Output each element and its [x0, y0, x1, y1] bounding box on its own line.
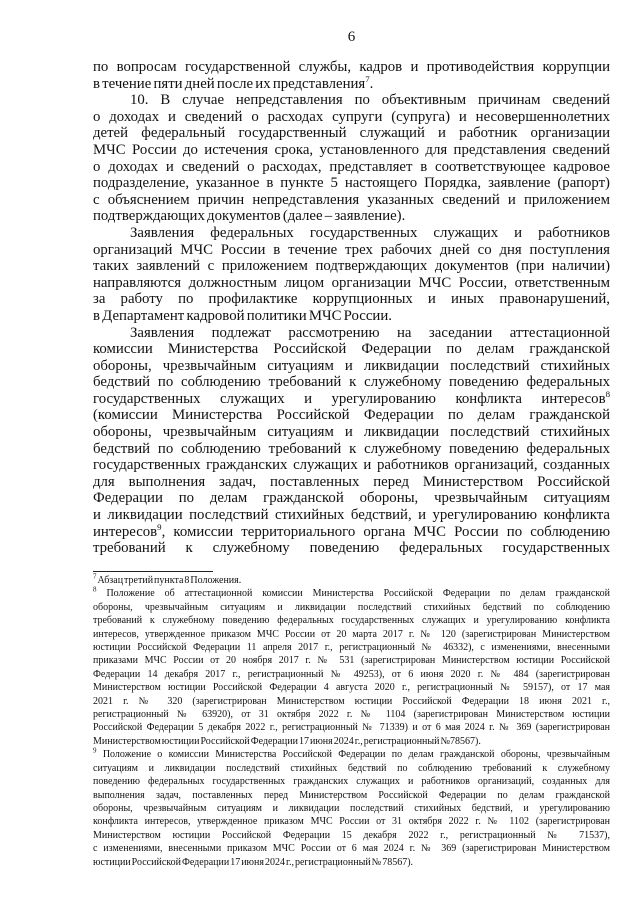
paragraph: [93, 59, 610, 92]
text-line: [93, 258, 610, 275]
text-line: [93, 507, 610, 524]
text-line: [93, 540, 610, 557]
text-line: [93, 457, 610, 474]
page-number: 6: [347, 29, 356, 45]
footnotes: [93, 574, 610, 869]
footnote-line: [93, 601, 610, 614]
line-text: организаций МЧС России в течение трех рабочих дней со дня поступления: [93, 241, 610, 258]
line-text: обороны, чрезвычайным ситуациям и ликвидации последствий стихийных: [93, 424, 610, 441]
line-text: 10. В случае непредставления по объективным причинам сведений: [130, 92, 610, 109]
line-text: интересов: [93, 523, 158, 540]
text-line: [93, 242, 610, 259]
text-line: [93, 192, 610, 209]
text-line: [93, 308, 610, 325]
footnote-text: приказами МЧС России от 20 ноября 2017 г. № 531 (зарегистрирован Министерством юстиции Российской: [93, 655, 610, 667]
line-text: в Департамент кадровой политики МЧС России.: [93, 307, 392, 324]
footnote-mark: 8: [93, 586, 97, 595]
footnote-line: [93, 789, 610, 802]
footnote-text: Положение об аттестационной комиссии Министерства Российской Федерации по делам гражданской: [106, 588, 611, 600]
footnote-mark: 9: [93, 746, 97, 755]
text-line: [93, 109, 610, 126]
footnote-text: 2021 г. № 320 (зарегистрирован Министерством юстиции Российской Федерации 18 июня 2021 г.,: [93, 695, 610, 707]
line-text: о доходах и сведений о расходах супруги (супруга) и несовершеннолетних: [93, 108, 610, 125]
text-line: [93, 59, 610, 76]
footnote-text: юстиции Российской Федерации 11 апреля 2017 г., регистрационный № 46332), с изменениями, внесенными: [93, 642, 610, 654]
footnote-text: требований к служебному поведению федеральных государственных служащих и урегулированию конфликта: [93, 615, 610, 627]
footnote: [93, 587, 610, 748]
footnote-separator: [93, 571, 213, 572]
footnote-text: Федерации 14 декабря 2017 г., регистрационный № 49253), от 6 июня 2020 г. № 484 (зарегистрирован: [93, 668, 610, 680]
line-text: таких заявлений с приложением подтверждающих документов (при наличии): [93, 258, 610, 275]
line-text: в течение пяти дней после их представления: [93, 75, 366, 92]
footnote-line: [93, 748, 610, 761]
footnote-reference: 7: [365, 73, 370, 84]
line-text: направляются должностным лицом организации МЧС России, ответственным: [93, 274, 610, 291]
line-text: о доходах и сведений о расходах, представляет в соответствующее кадровое: [93, 158, 610, 175]
paragraph: [93, 225, 610, 325]
line-text: (комиссии Министерства Российской Федерации по делам гражданской: [93, 407, 610, 424]
footnote: [93, 748, 610, 869]
footnote-text: Абзац третий пункта 8 Положения.: [97, 575, 242, 586]
line-text: комиссии Министерства Российской Федерации по делам гражданской: [93, 341, 610, 358]
body-text: [93, 59, 610, 557]
footnote-line: [93, 775, 610, 788]
footnote-reference: 8: [605, 388, 610, 399]
text-line: [93, 159, 610, 176]
text-line: [93, 225, 610, 242]
line-text: по вопросам государственной службы, кадров и противодействия коррупции: [93, 59, 610, 75]
footnote-line: [93, 721, 610, 734]
text-line: [93, 325, 610, 342]
text-line: [93, 341, 610, 358]
line-text: для выполнения задач, поставленных перед Министерством Российской: [93, 473, 610, 490]
line-text: Федерации по делам гражданской обороны, чрезвычайным ситуациям: [93, 490, 610, 507]
footnote-line: [93, 762, 610, 775]
text-line: [93, 374, 610, 391]
footnote-line: [93, 829, 610, 842]
footnote-line: [93, 842, 610, 855]
line-text: .: [369, 75, 374, 92]
footnote-text: интересов, утвержденное приказом МЧС России от 20 марта 2017 г. № 120 (зарегистрирован Министерством: [93, 628, 610, 640]
footnote-text: Министерством юстиции Российской Федерации 17 июня 2024 г., регистрационный №78567).: [93, 735, 481, 747]
line-text: государственных гражданских служащих и работников организаций, созданных: [93, 457, 610, 474]
paragraph: [93, 92, 610, 225]
footnote-text: конфликта интересов, утвержденное приказом МЧС России от 31 октября 2022 г. № 1102 (зарегистрирован: [93, 816, 610, 828]
line-text: Заявления подлежат рассмотрению на заседании аттестационной: [130, 324, 610, 341]
line-text: требований к служебному поведению федеральных государственных: [93, 540, 610, 557]
text-line: [93, 521, 610, 541]
footnote-text: поведению федеральных государственных гражданских служащих и работников организаций, созданных для: [93, 776, 610, 788]
text-line: [93, 424, 610, 441]
text-line: [93, 125, 610, 142]
text-line: [93, 275, 610, 292]
text-line: [93, 175, 610, 192]
text-line: [93, 407, 610, 424]
text-line: [93, 208, 610, 225]
line-text: и ликвидации последствий стихийных бедствий, и урегулированию конфликта: [93, 507, 610, 524]
footnote-line: [93, 735, 610, 748]
footnote-line: [93, 695, 610, 708]
line-text: , комиссии территориального органа МЧС России по соблюдению: [161, 523, 610, 540]
footnote-text: регистрационный № 63920), от 31 октября 2022 г. № 1104 (зарегистрирован Министерством юстиции: [93, 709, 610, 721]
text-line: [93, 474, 610, 491]
footnote: [93, 574, 610, 587]
footnote-line: [93, 668, 610, 681]
footnote-line: [93, 628, 610, 641]
line-text: бедствий по соблюдению требований к служебному поведению федеральных: [93, 374, 610, 391]
text-line: [93, 142, 610, 159]
footnote-mark: 7: [93, 572, 97, 581]
text-line: [93, 291, 610, 308]
text-line: [93, 73, 610, 93]
line-text: за работу по профилактике коррупционных и иных правонарушений,: [93, 291, 610, 308]
footnote-line: [93, 802, 610, 815]
line-text: детей федеральный государственный служащий и работник организации: [93, 125, 610, 142]
footnote-text: Российской Федерации 5 декабря 2022 г., регистрационный № 71339) и от 6 мая 2024 г. № 369 (зарегистрирован: [93, 722, 610, 734]
text-line: [93, 441, 610, 458]
footnote-line: [93, 574, 610, 587]
text-line: [93, 358, 610, 375]
line-text: подразделение, указанное в пункте 5 настоящего Порядка, заявление (рапорт): [93, 175, 610, 192]
text-line: [93, 92, 610, 109]
footnote-line: [93, 708, 610, 721]
footnote-line: [93, 856, 610, 869]
footnote-line: [93, 641, 610, 654]
footnote-text: Министерством юстиции Российской Федерации 4 августа 2020 г., регистрационный № 59157), от 17 мая: [93, 682, 610, 694]
line-text: подтверждающих документов (далее – заявление).: [93, 208, 406, 225]
line-text: обороны, чрезвычайным ситуациям и ликвидации последствий стихийных: [93, 357, 610, 374]
footnote-reference: 9: [157, 521, 162, 532]
footnote-line: [93, 587, 610, 600]
paragraph: [93, 325, 610, 557]
footnote-line: [93, 681, 610, 694]
footnote-text: Министерством юстиции Российской Федерации 15 декабря 2022 г., регистрационный № 71537),: [93, 829, 610, 841]
footnote-text: выполнения задач, поставленных перед Министерством Российской Федерации по делам гражданской: [93, 789, 610, 801]
footnote-text: обороны, чрезвычайным ситуациям и ликвидации последствий стихийных бедствий, и урегулированию: [93, 802, 610, 814]
footnote-line: [93, 654, 610, 667]
line-text: бедствий по соблюдению требований к служебному поведению федеральных: [93, 440, 610, 457]
text-line: [93, 388, 610, 408]
footnote-text: юстиции Российской Федерации 17 июня 2024 г., регистрационный № 78567).: [93, 856, 414, 868]
line-text: с объяснением причин непредставления указанных сведений и приложением: [93, 191, 610, 208]
footnote-text: Положение о комиссии Министерства Российской Федерации по делам гражданской обороны, чрезвычайным: [102, 749, 611, 761]
footnote-text: обороны, чрезвычайным ситуациям и ликвидации последствий стихийных бедствий по соблюдению: [93, 601, 610, 613]
footnote-text: ситуациям и ликвидации последствий стихийных бедствий по соблюдению требований к служебному: [93, 762, 610, 774]
text-line: [93, 490, 610, 507]
line-text: МЧС России до истечения срока, установленного для представления сведений: [93, 141, 610, 158]
line-text: государственных служащих и урегулированию конфликта интересов: [93, 390, 606, 407]
footnote-line: [93, 614, 610, 627]
line-text: Заявления федеральных государственных служащих и работников: [130, 224, 610, 241]
footnote-line: [93, 815, 610, 828]
footnote-text: с изменениями, внесенными приказом МЧС России от 6 мая 2024 г. № 369 (зарегистрирован Министерством: [93, 843, 610, 855]
